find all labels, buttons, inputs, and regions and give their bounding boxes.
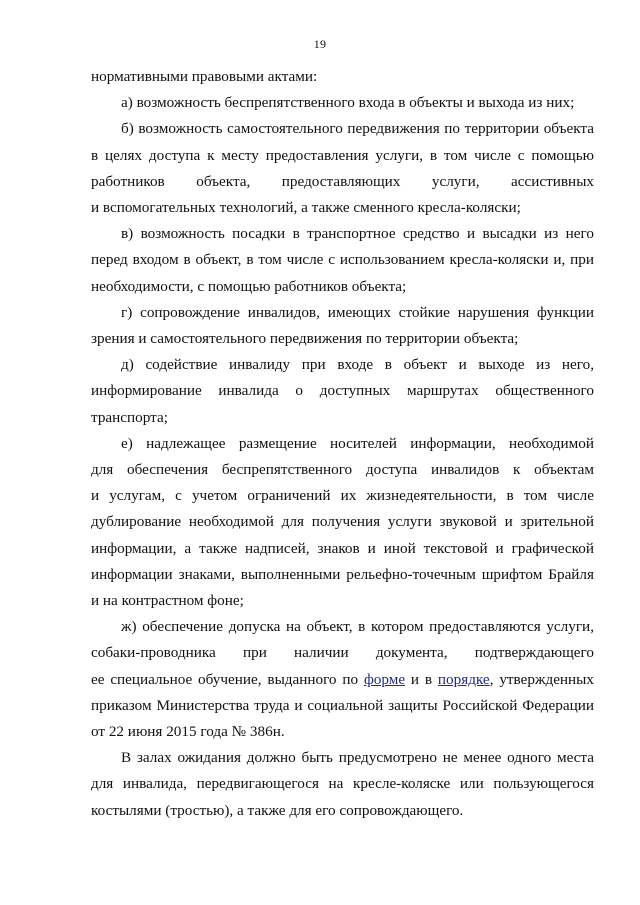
page-number: 19: [313, 37, 327, 51]
text-line: перед входом в объект, в том числе с использованием кресла-коляски и, при: [91, 251, 594, 269]
text-line: транспорта;: [91, 408, 168, 426]
text-line: для инвалида, передвигающегося на кресле-коляске или пользующегося: [91, 775, 594, 793]
text-line: г) сопровождение инвалидов, имеющих стойкие нарушения функции: [121, 303, 594, 321]
text-line: работников объекта, предоставляющих услуги, ассистивных: [91, 172, 594, 190]
text-line: нормативными правовыми актами:: [91, 68, 318, 85]
text-fragment: , утвержденных: [489, 670, 594, 688]
text-fragment: и в: [405, 670, 438, 688]
text-line: е) надлежащее размещение носителей информации, необходимой: [121, 434, 594, 452]
text-fragment: ее специальное обучение, выданного по: [91, 670, 364, 688]
text-line: информации знаками, выполненными рельефно-точечным шрифтом Брайля: [91, 565, 594, 583]
text-line: информации, а также надписей, знаков и иной текстовой и графической: [91, 539, 594, 557]
text-line: б) возможность самостоятельного передвижения по территории объекта: [121, 120, 594, 138]
text-line: и на контрастном фоне;: [91, 592, 244, 610]
text-line: зрения и самостоятельного передвижения по территории объекта;: [91, 330, 519, 348]
document-link[interactable]: порядке: [437, 670, 490, 688]
text-line: и вспомогательных технологий, а также сменного кресла-коляски;: [91, 199, 521, 217]
text-line: в) возможность посадки в транспортное средство и высадки из него: [121, 225, 594, 243]
text-line: приказом Министерства труда и социальной защиты Российской Федерации: [91, 696, 594, 714]
text-line: для обеспечения беспрепятственного доступа инвалидов к объектам: [91, 461, 594, 479]
text-line: и услугам, с учетом ограничений их жизнедеятельности, в том числе: [91, 487, 594, 505]
text-line: В залах ожидания должно быть предусмотрено не менее одного места: [121, 749, 594, 767]
text-line: необходимости, с помощью работников объекта;: [91, 277, 407, 295]
document-body: [91, 64, 594, 824]
text-line: [91, 667, 594, 693]
text-line: ж) обеспечение допуска на объект, в котором предоставляются услуги,: [121, 618, 594, 636]
document-link[interactable]: форме: [363, 670, 406, 688]
text-line: в целях доступа к месту предоставления услуги, в том числе с помощью: [91, 146, 594, 164]
text-line: дублирование необходимой для получения услуги звуковой и зрительной: [91, 513, 594, 531]
text-line: а) возможность беспрепятственного входа в объекты и выхода из них;: [121, 94, 575, 112]
text-line: от 22 июня 2015 года № 386н.: [91, 723, 285, 741]
text-line: собаки-проводника при наличии документа, подтверждающего: [91, 644, 594, 662]
text-line: д) содействие инвалиду при входе в объект и выходе из него,: [121, 356, 594, 374]
text-line: информирование инвалида о доступных маршрутах общественного: [91, 382, 594, 400]
text-line: костылями (тростью), а также для его сопровождающего.: [91, 801, 464, 819]
